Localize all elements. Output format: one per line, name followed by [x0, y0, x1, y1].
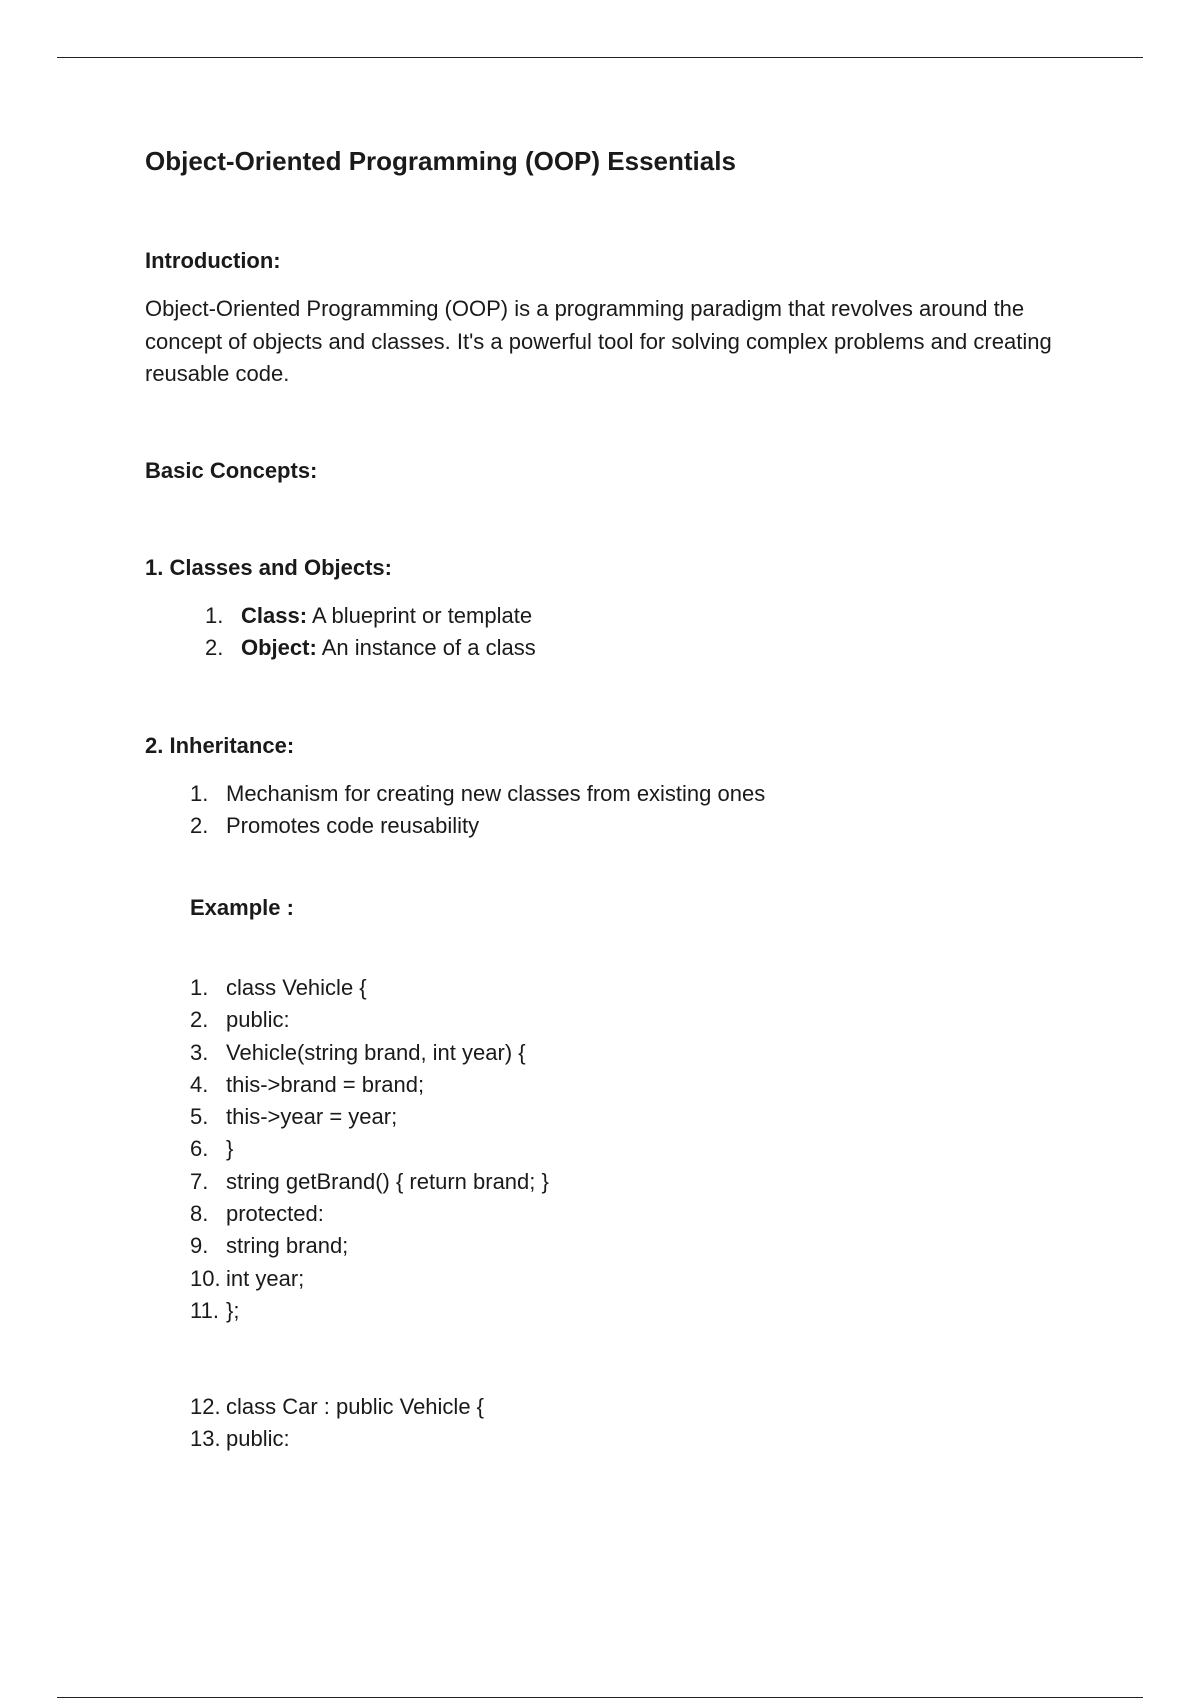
code-line — [190, 1391, 484, 1423]
top-rule — [57, 57, 1143, 58]
inheritance-list — [190, 778, 765, 843]
code-line-number: 12. — [190, 1394, 221, 1419]
code-line — [190, 1133, 549, 1165]
code-line-text: public: — [226, 1007, 290, 1033]
list-item — [190, 778, 765, 810]
code-line-text: this->year = year; — [226, 1104, 398, 1130]
list-item-number: 1. — [190, 781, 209, 806]
code-line — [190, 1037, 549, 1069]
document-title: Object-Oriented Programming (OOP) Essentials — [145, 146, 736, 176]
list-item-number: 1. — [205, 603, 224, 628]
code-line-number: 10. — [190, 1265, 221, 1291]
code-line — [190, 1069, 549, 1101]
list-item-text: Mechanism for creating new classes from existing ones — [226, 781, 766, 806]
code-line-text: Vehicle(string brand, int year) { — [226, 1039, 526, 1065]
code-line — [190, 1166, 549, 1198]
code-line — [190, 1101, 549, 1133]
code-line-text: public: — [226, 1426, 290, 1452]
code-line-text: class Car : public Vehicle { — [226, 1394, 485, 1419]
code-line-number: 13. — [190, 1426, 221, 1452]
code-line-number: 4. — [190, 1071, 209, 1097]
code-line-text: } — [226, 1136, 234, 1162]
list-item-text: Promotes code reusability — [226, 813, 480, 839]
bottom-rule — [57, 1697, 1143, 1698]
basic-concepts-heading: Basic Concepts: — [145, 458, 318, 483]
code-line-number: 2. — [190, 1007, 209, 1033]
classes-objects-list — [205, 600, 536, 665]
list-item-text: A blueprint or template — [307, 603, 533, 628]
code-line-number: 6. — [190, 1136, 209, 1162]
code-line-number: 7. — [190, 1168, 209, 1194]
list-item — [190, 810, 765, 842]
code-line — [190, 1263, 549, 1295]
inheritance-heading: 2. Inheritance: — [145, 733, 295, 758]
code-line — [190, 1230, 549, 1262]
code-line-text: string brand; — [226, 1233, 349, 1259]
code-line-number: 5. — [190, 1104, 209, 1130]
list-item-text: An instance of a class — [316, 635, 536, 661]
classes-objects-heading: 1. Classes and Objects: — [145, 555, 392, 580]
code-line-text: int year; — [226, 1265, 305, 1291]
code-line — [190, 1198, 549, 1230]
code-line-number: 1. — [190, 975, 209, 1000]
code-line-number: 8. — [190, 1201, 209, 1227]
code-line-text: protected: — [226, 1201, 324, 1227]
list-item — [205, 600, 536, 632]
code-line — [190, 1004, 549, 1036]
code-line — [190, 1295, 549, 1327]
code-line-text: }; — [226, 1297, 240, 1323]
list-item-term: Class: — [241, 603, 308, 628]
code-line-number: 3. — [190, 1039, 209, 1065]
code-example-list-continued — [190, 1391, 484, 1456]
introduction-paragraph: Object-Oriented Programming (OOP) is a programming paradigm that revolves around the concept of objects and classes. It's a powerful tool for solving complex problems and creating reusable code. — [145, 296, 1052, 386]
code-line-number: 9. — [190, 1233, 209, 1259]
list-item-number: 2. — [205, 635, 224, 661]
introduction-heading: Introduction: — [145, 248, 281, 273]
list-item — [205, 632, 536, 664]
code-line-text: this->brand = brand; — [226, 1071, 425, 1097]
example-heading: Example : — [190, 895, 294, 920]
list-item-number: 2. — [190, 813, 209, 839]
code-example-list — [190, 972, 549, 1327]
code-line-text: class Vehicle { — [226, 975, 367, 1000]
list-item-term: Object: — [241, 635, 317, 661]
code-line-number: 11. — [190, 1297, 219, 1323]
code-line-text: string getBrand() { return brand; } — [226, 1168, 549, 1194]
code-line — [190, 1423, 484, 1455]
code-line — [190, 972, 549, 1004]
